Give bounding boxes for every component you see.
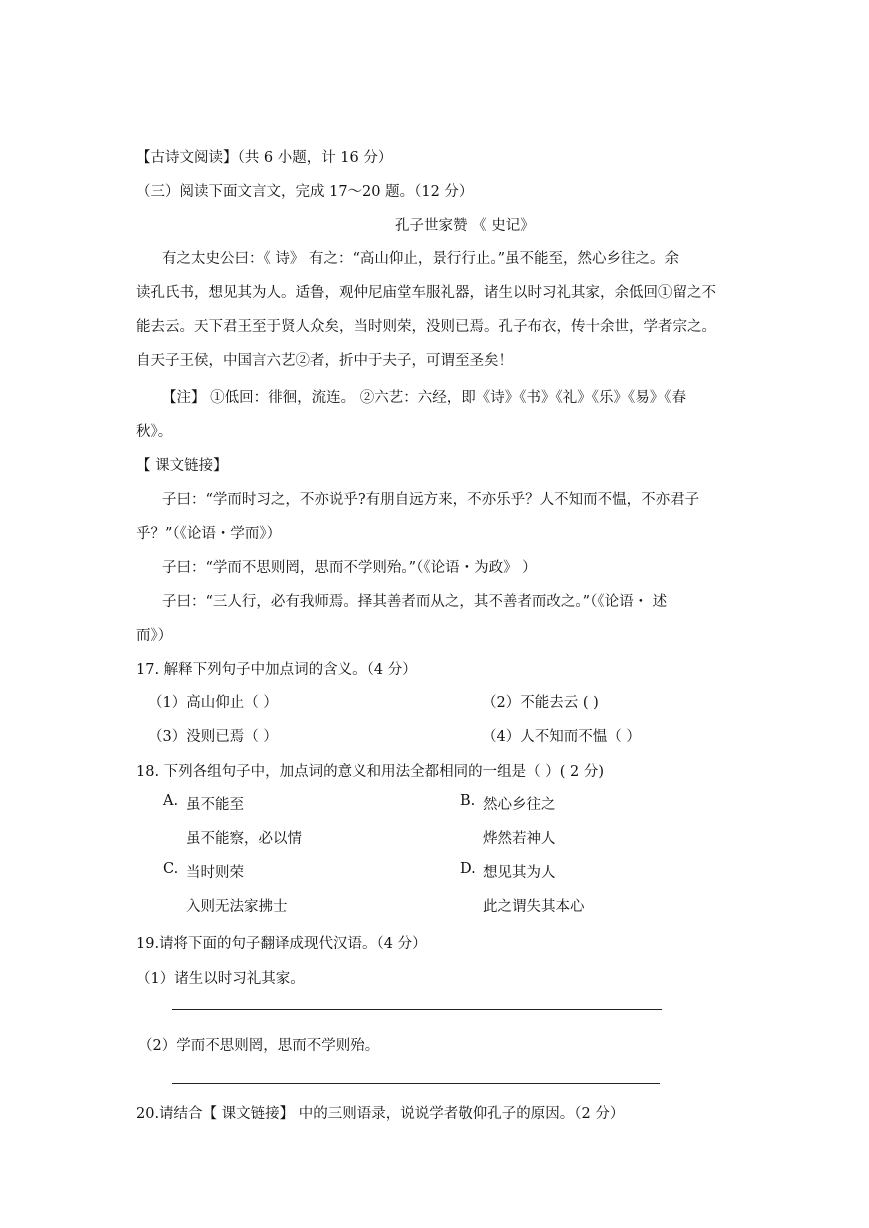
q17-stem: 17. 解释下列句子中加点词的含义。（4 分） (136, 662, 417, 678)
q18-option-a-label: A. (163, 793, 179, 809)
q18-option-b-line-2: 烨然若神人 (483, 831, 556, 847)
passage-line-2: 读孔氏书，想见其为人。适鲁，观仲尼庙堂车服礼器，诸生以时习礼其家，余低回①留之不 (136, 285, 716, 301)
q17-item-3: （3）没则已焉（ ） (148, 729, 278, 745)
q19-stem: 19.请将下面的句子翻译成现代汉语。（4 分） (136, 936, 427, 952)
q19-answer-line-2[interactable] (172, 1083, 660, 1084)
q18-option-b-label: B. (460, 793, 476, 809)
note-line-2: 秋》。 (136, 424, 173, 440)
q17-item-4: （4）人不知而不愠（ ） (482, 729, 641, 745)
section-header: 【古诗文阅读】（共 6 小题，计 16 分） (136, 150, 393, 166)
passage-line-4: 自天子王侯，中国言六艺②者，折中于夫子，可谓至圣矣！ (136, 353, 513, 369)
q18-option-d-label: D. (460, 861, 476, 877)
quote-2: 子曰：“学而不思则罔，思而不学则殆。”（《论语・为政》 ） (162, 560, 537, 576)
q18-option-d-line-2: 此之谓失其本心 (483, 899, 585, 915)
passage-line-1: 有之太史公曰：《 诗》 有之：“高山仰止，景行行止。”虽不能至，然心乡往之。余 (162, 251, 680, 267)
q17-item-1: （1）高山仰止（ ） (148, 695, 278, 711)
link-header: 【 课文链接】 (136, 458, 228, 474)
q17-item-2: （2）不能去云 ( ) (482, 695, 599, 711)
q19-answer-line-1[interactable] (172, 1009, 662, 1010)
note-line-1: 【注】 ①低回：徘徊，流连。 ②六艺：六经，即《诗》《书》《礼》《乐》《易》《春 (162, 390, 686, 406)
q19-sentence-2: （2）学而不思则罔，思而不学则殆。 (138, 1038, 380, 1054)
q18-option-a-line-2: 虽不能察，必以情 (186, 831, 302, 847)
q18-stem: 18. 下列各组句子中，加点词的意义和用法全都相同的一组是（ ）( 2 分) (136, 764, 605, 780)
q18-option-a-line-1: 虽不能至 (186, 797, 244, 813)
q18-option-d-line-1: 想见其为人 (483, 865, 556, 881)
q18-option-c-line-2: 入则无法家拂士 (186, 899, 288, 915)
q20-stem: 20.请结合【 课文链接】 中的三则语录，说说学者敬仰孔子的原因。（2 分） (136, 1106, 625, 1122)
q18-option-c-line-1: 当时则荣 (186, 865, 244, 881)
part-three-heading: （三）阅读下面文言文，完成 17～20 题。（12 分） (136, 184, 474, 200)
quote-3-line-1: 子曰：“三人行，必有我师焉。择其善者而从之，其不善者而改之。”（《论语・ 述 (162, 594, 668, 610)
q18-option-b-line-1: 然心乡往之 (483, 797, 556, 813)
quote-1-line-1: 子曰：“学而时习之，不亦说乎?有朋自远方来，不亦乐乎？人不知而不愠，不亦君子 (162, 492, 700, 508)
quote-1-line-2: 乎？”（《论语・学而》） (136, 526, 282, 542)
q18-option-c-label: C. (163, 861, 179, 877)
quote-3-line-2: 而》） (136, 628, 173, 644)
q19-sentence-1: （1）诸生以时习礼其家。 (136, 971, 305, 987)
passage-title: 孔子世家赞 《 史记》 (395, 218, 535, 234)
passage-line-3: 能去云。天下君王至于贤人众矣，当时则荣，没则已焉。孔子布衣，传十余世，学者宗之。 (136, 319, 716, 335)
